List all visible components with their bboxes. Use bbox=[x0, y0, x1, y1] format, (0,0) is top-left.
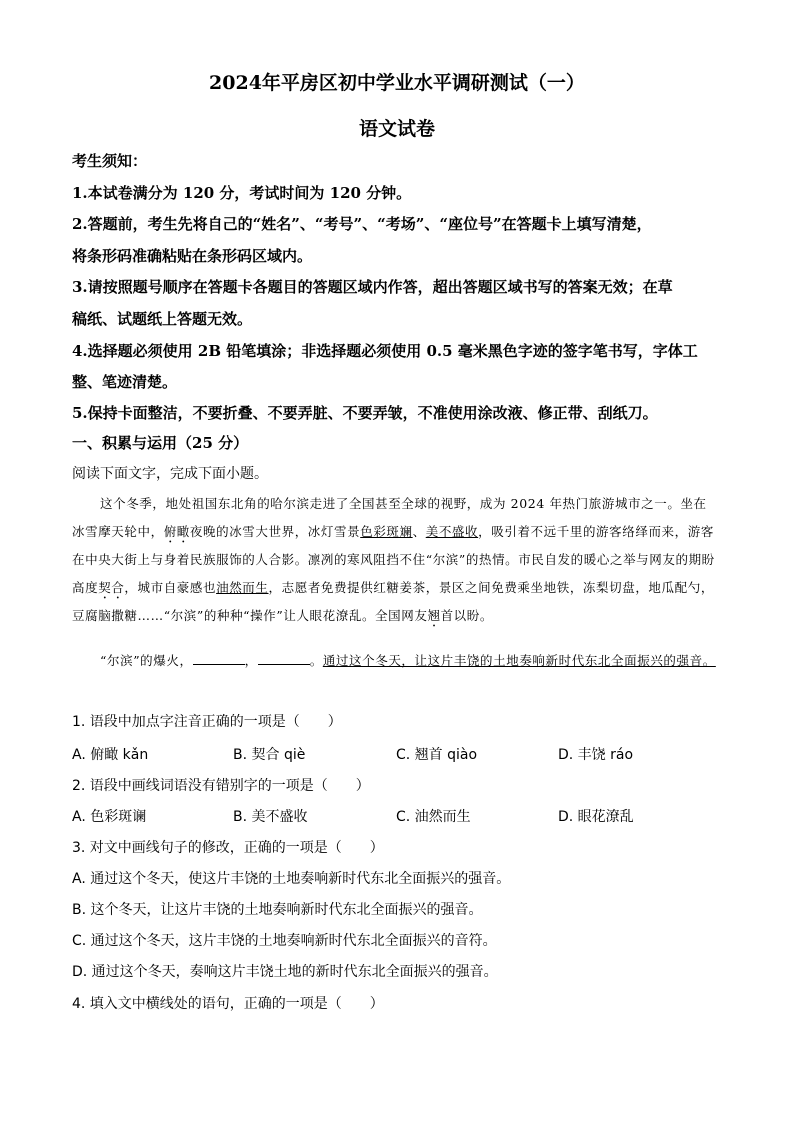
question-1-stem: 1. 语段中加点字注音正确的一项是（ ） bbox=[72, 714, 342, 730]
question-2-option-c: C. 油然而生 bbox=[396, 809, 471, 825]
dotted-word-fukan: 俯瞰 bbox=[163, 524, 190, 539]
question-2-option-b: B. 美不盛收 bbox=[233, 809, 308, 825]
question-1-option-b: B. 契合 qiè bbox=[233, 747, 306, 763]
notice-line-6: 4.选择题必须使用 2B 铅笔填涂；非选择题必须使用 0.5 毫米黑色字迹的签字笔书写，字体工 bbox=[72, 342, 698, 360]
section-heading: 一、积累与运用（25 分） bbox=[72, 434, 249, 452]
dotted-word-qihe: 契合 bbox=[98, 580, 125, 595]
underlined-word-3: 油然而生 bbox=[216, 580, 269, 595]
underlined-word-1: 色彩斑斓 bbox=[360, 524, 413, 539]
answer-blank-1 bbox=[193, 652, 245, 665]
question-1-option-d: D. 丰饶 ráo bbox=[558, 747, 634, 763]
question-2-option-d: D. 眼花潦乱 bbox=[558, 809, 634, 825]
question-1-option-c: C. 翘首 qiào bbox=[396, 747, 478, 763]
notice-heading: 考生须知： bbox=[72, 152, 148, 170]
dotted-word-qiao: 翘 bbox=[427, 608, 441, 623]
question-3-option-b: B. 这个冬天，让这片丰饶的土地奏响新时代东北全面振兴的强音。 bbox=[72, 902, 483, 918]
question-3-stem: 3. 对文中画线句子的修改，正确的一项是（ ） bbox=[72, 840, 384, 856]
exam-subtitle: 语文试卷 bbox=[358, 118, 435, 140]
notice-line-5: 稿纸、试题纸上答题无效。 bbox=[72, 310, 253, 328]
question-3-option-a: A. 通过这个冬天，使这片丰饶的土地奏响新时代东北全面振兴的强音。 bbox=[72, 871, 511, 887]
question-2-option-a: A. 色彩斑谰 bbox=[72, 809, 147, 825]
underlined-sentence: 通过这个冬天，让这片丰饶的土地奏响新时代东北全面振兴的强音。 bbox=[322, 653, 716, 668]
notice-line-8: 5.保持卡面整洁，不要折叠、不要弄脏、不要弄皱，不准使用涂改液、修正带、刮纸刀。 bbox=[72, 404, 658, 422]
exam-title: 2024年平房区初中学业水平调研测试（一） bbox=[209, 72, 585, 94]
underlined-word-2: 美不盛收 bbox=[425, 524, 479, 539]
notice-line-1: 1.本试卷满分为 120 分，考试时间为 120 分钟。 bbox=[72, 184, 412, 202]
notice-line-4: 3.请按照题号顺序在答题卡各题目的答题区域内作答，超出答题区域书写的答案无效；在草 bbox=[72, 278, 673, 296]
question-3-option-c: C. 通过这个冬天，这片丰饶的土地奏响新时代东北全面振兴的音符。 bbox=[72, 933, 497, 949]
answer-blank-2 bbox=[258, 652, 310, 665]
question-4-stem: 4. 填入文中横线处的语句，正确的一项是（ ） bbox=[72, 996, 384, 1012]
notice-line-2: 2.答题前，考生先将自己的“姓名”、“考号”、“考场”、“座位号”在答题卡上填写清楚， bbox=[72, 215, 652, 233]
notice-line-7: 整、笔迹清楚。 bbox=[72, 373, 178, 391]
question-2-stem: 2. 语段中画线词语没有错别字的一项是（ ） bbox=[72, 778, 370, 794]
passage-paragraph-1: 这个冬季，地处祖国东北角的哈尔滨走进了全国甚至全球的视野，成为 2024 年热门旅游城市之一。坐在冰雪摩天轮中，俯瞰夜晚的冰雪大世界，冰灯雪景色彩斑斓、美不盛收，吸引着不远千里的游客络绎而来，游客在中央大街上与身着民族服饰的人合影。凛冽的寒风阻挡不住“尔滨”的热情。市民自发的暖心之举与网友的期盼高度契合，城市自豪感也油然而生，志愿者免费提供红糖姜茶，景区之间免费乘坐地铁，冻梨切盘，地瓜配勺，豆腐脑撒糖……“尔滨”的种种“操作”让人眼花潦乱。全国网友翘首以盼。 bbox=[72, 496, 715, 623]
question-3-option-d: D. 通过这个冬天，奏响这片丰饶土地的新时代东北全面振兴的强音。 bbox=[72, 964, 498, 980]
passage-paragraph-2: “尔滨”的爆火， ， 。通过这个冬天，让这片丰饶的土地奏响新时代东北全面振兴的强音。 bbox=[100, 653, 716, 668]
section-instruction: 阅读下面文字，完成下面小题。 bbox=[72, 466, 268, 482]
question-1-option-a: A. 俯瞰 kǎn bbox=[72, 747, 149, 763]
notice-line-3: 将条形码准确粘贴在条形码区域内。 bbox=[72, 247, 313, 265]
